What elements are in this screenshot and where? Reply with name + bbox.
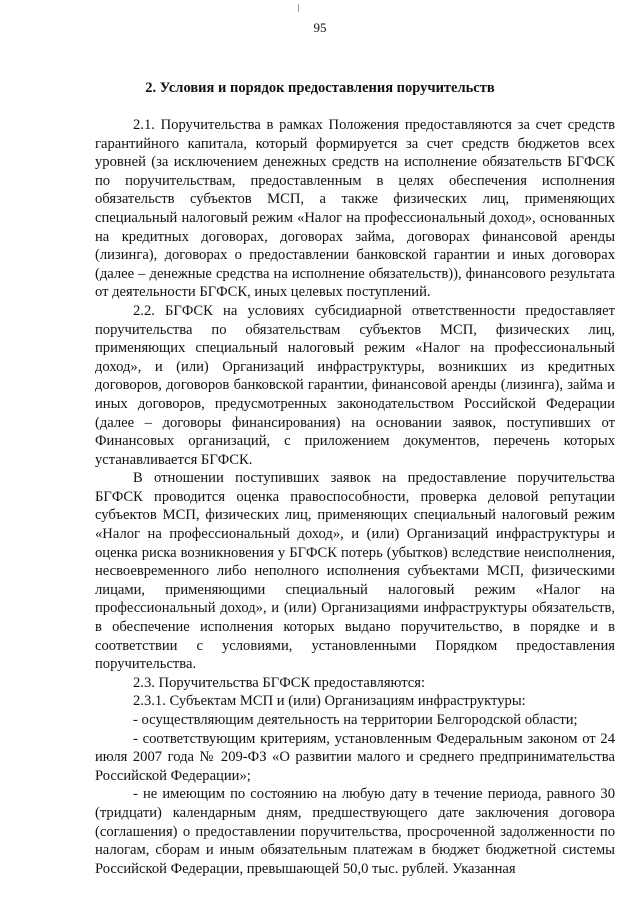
paragraph-2-1: 2.1. Поручительства в рамках Положения предоставляются за счет средств гарантийного капитала, который формируется за счет средств бюджетов всех уровней (за исключением денежных средств на исполнение обязательств БГФСК по поручительствам, предоставленным в целях обеспечения исполнения обязательств субъектов МСП, а также физических лиц, применяющих специальный налоговый режим «Налог на профессиональный доход», основанных на кредитных договорах, договорах займа, договорах финансовой аренды (лизинга), договорах о предоставлении банковской гарантии и иных договорах (далее – денежные средства на исполнение обязательств)), финансового результата от деятельности БГФСК, иных целевых поступлений. bbox=[95, 117, 615, 301]
paragraph-2-3: 2.3. Поручительства БГФСК предоставляются: bbox=[133, 674, 426, 691]
list-item-criteria: - соответствующим критериям, установленным Федеральным законом от 24 июля 2007 года № 209-ФЗ «О развитии малого и среднего предпринимательства Российской Федерации»; bbox=[95, 730, 615, 784]
page-number: 95 bbox=[313, 20, 327, 35]
paragraph-2-2: 2.2. БГФСК на условиях субсидиарной ответственности предоставляет поручительства по обязательствам субъектов МСП, физических лиц, применяющих специальный налоговый режим «Налог на профессиональный доход», и (или) Организаций инфраструктуры, возникших из кредитных договоров, договоров банковской гарантии, финансовой аренды (лизинга), займа и иных договоров, предусмотренных законодательством Российской Федерации (далее – договоры финансирования) на основании заявок, поступивших от Финансовых организаций, с приложением документов, перечень которых устанавливается БГФСК. bbox=[95, 302, 615, 468]
section-heading: 2. Условия и порядок предоставления поручительств bbox=[145, 80, 495, 96]
paragraph-2-3-1: 2.3.1. Субъектам МСП и (или) Организациям инфраструктуры: bbox=[133, 693, 526, 710]
list-item-territory: - осуществляющим деятельность на территории Белгородской области; bbox=[133, 712, 578, 728]
scan-artifact bbox=[298, 4, 299, 12]
list-item-no-arrears: - не имеющим по состоянию на любую дату в течение периода, равного 30 (тридцати) календарным дням, предшествующего дате заключения договора (соглашения) о предоставлении поручительства, просроченной задолженности по налогам, сборам и иным обязательным платежам в бюджет бюджетной системы Российской Федерации, превышающей 50,0 тыс. рублей. Указанная bbox=[95, 786, 615, 877]
document-body bbox=[95, 116, 615, 878]
paragraph-assessment: В отношении поступивших заявок на предоставление поручительства БГФСК проводится оценка правоспособности, проверка деловой репутации субъектов МСП, физических лиц, применяющих специальный налоговый режим «Налог на профессиональный доход», и (или) Организаций инфраструктуры и оценка риска возникновения у БГФСК потерь (убытков) вследствие неисполнения, несвоевременного либо неполного исполнения субъектами МСП, физическими лицами, применяющими специальный налоговый режим «Налог на профессиональный доход», и (или) Организациями инфраструктуры обязательств, в обеспечение исполнения которых выдано поручительство, в порядке и в соответствии с условиями, установленными Порядком предоставления поручительства. bbox=[95, 470, 615, 673]
